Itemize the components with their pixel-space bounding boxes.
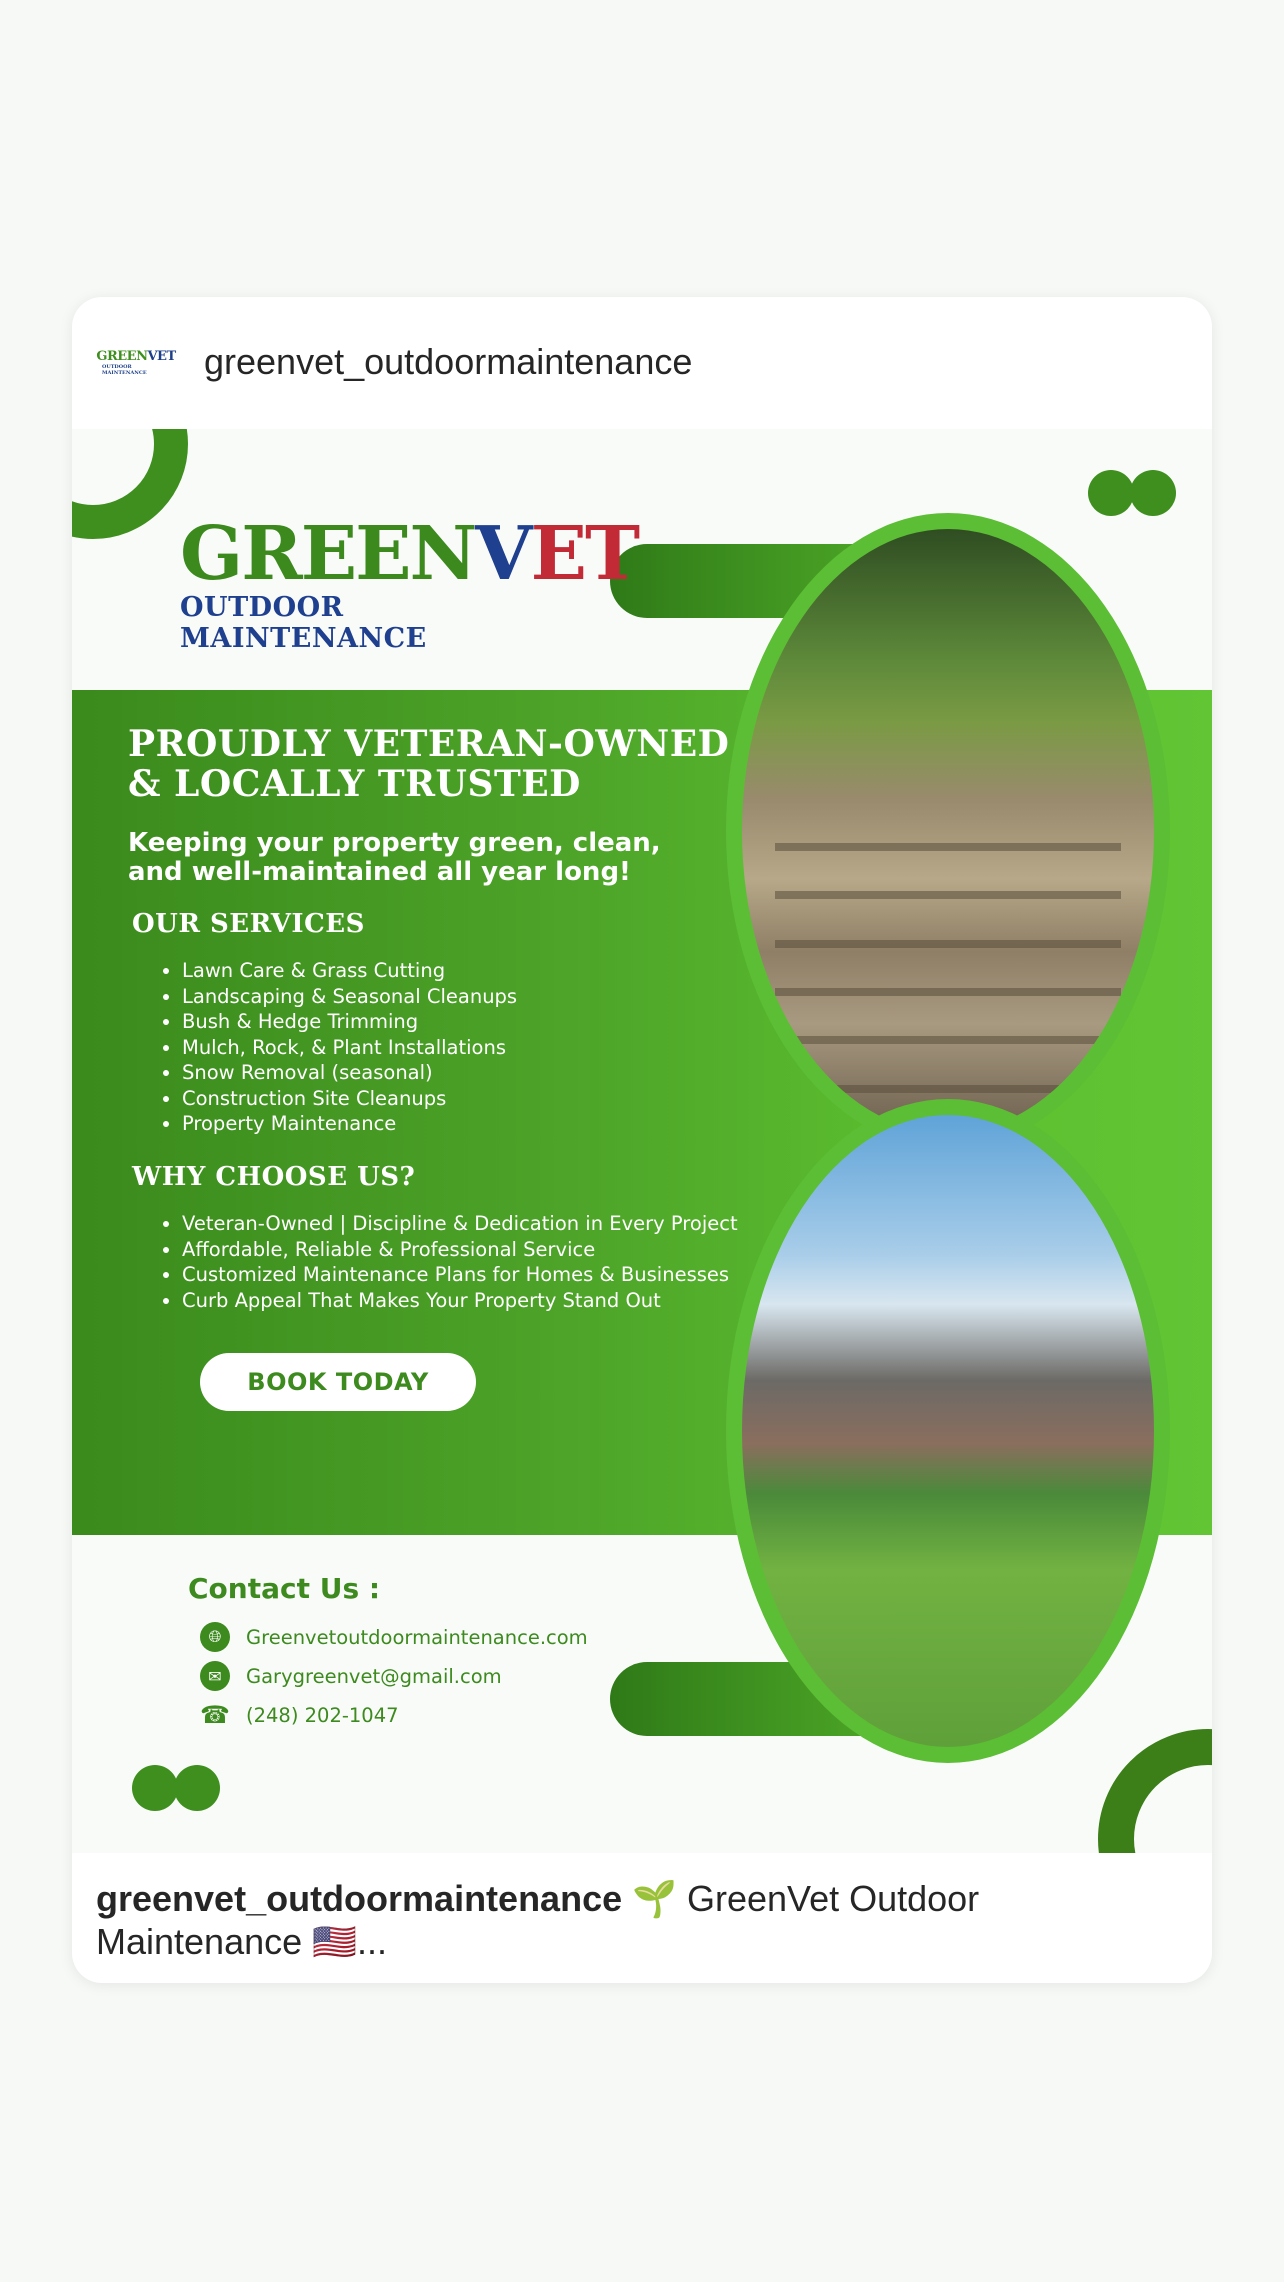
tagline-line-2: and well-maintained all year long!: [128, 857, 631, 887]
list-item: • Construction Site Cleanups: [182, 1086, 517, 1112]
post-card: [72, 297, 1212, 1983]
seedling-icon: 🌱: [632, 1878, 677, 1919]
caption-text-1: GreenVet Outdoor: [686, 1878, 980, 1919]
list-item: • Customized Maintenance Plans for Homes & Businesses: [182, 1262, 738, 1288]
decorative-dot: [132, 1765, 178, 1811]
tagline: [128, 829, 688, 887]
decorative-ring-top-left: [72, 429, 188, 539]
list-item: • Mulch, Rock, & Plant Installations: [182, 1035, 517, 1061]
greenvet-logo: [180, 511, 639, 654]
email-text: Garygreenvet@gmail.com: [246, 1664, 502, 1688]
logo-subtitle: OUTDOOR MAINTENANCE: [180, 592, 427, 654]
list-item: • Affordable, Reliable & Professional Service: [182, 1237, 738, 1263]
decorative-dots-top-right: [1088, 470, 1178, 516]
photo-frame-stairs: [726, 513, 1170, 1149]
avatar-logo-text: GREENVET: [96, 348, 176, 364]
contact-website: [200, 1622, 588, 1652]
list-item: • Bush & Hedge Trimming: [182, 1009, 517, 1035]
stair-step: [775, 1085, 1121, 1093]
us-flag-icon: 🇺🇸: [312, 1921, 357, 1962]
stair-step: [775, 1036, 1121, 1044]
list-item: • Property Maintenance: [182, 1111, 517, 1137]
envelope-icon: ✉: [200, 1661, 230, 1691]
headline: [128, 724, 729, 804]
stair-step: [775, 940, 1121, 948]
caption-username[interactable]: greenvet_outdoormaintenance: [96, 1878, 623, 1919]
post-image[interactable]: [72, 429, 1212, 1853]
stair-step: [775, 843, 1121, 851]
house-lawn-photo: [742, 1115, 1154, 1747]
stair-step: [775, 891, 1121, 899]
contact-email: [200, 1661, 502, 1691]
avatar[interactable]: [96, 343, 176, 381]
list-item: • Landscaping & Seasonal Cleanups: [182, 984, 517, 1010]
logo-wordmark: GREENVET: [180, 511, 639, 597]
avatar-logo-subtext: OUTDOOR MAINTENANCE: [102, 363, 147, 376]
decorative-dot: [1088, 470, 1134, 516]
caption-text-2: Maintenance: [96, 1921, 303, 1962]
telephone-icon: ☎: [200, 1701, 230, 1729]
list-item: • Lawn Care & Grass Cutting: [182, 958, 517, 984]
services-list: [160, 958, 517, 1137]
website-text: Greenvetoutdoormaintenance.com: [246, 1625, 588, 1649]
why-choose-title: WHY CHOOSE US?: [132, 1162, 416, 1192]
services-title: OUR SERVICES: [132, 909, 365, 939]
globe-icon: 🌐︎: [200, 1622, 230, 1652]
post-caption[interactable]: [96, 1877, 1186, 1963]
photo-frame-house: [726, 1099, 1170, 1763]
decorative-dot: [1130, 470, 1176, 516]
headline-line-1: PROUDLY VETERAN-OWNED: [128, 723, 730, 765]
book-today-button[interactable]: BOOK TODAY: [200, 1353, 476, 1411]
stair-step: [775, 988, 1121, 996]
contact-title: Contact Us :: [188, 1572, 381, 1605]
post-header: [72, 297, 1212, 429]
list-item: • Curb Appeal That Makes Your Property Stand Out: [182, 1288, 738, 1314]
post-username[interactable]: greenvet_outdoormaintenance: [204, 341, 693, 382]
decorative-dot: [174, 1765, 220, 1811]
list-item: • Snow Removal (seasonal): [182, 1060, 517, 1086]
list-item: • Veteran-Owned | Discipline & Dedication in Every Project: [182, 1211, 738, 1237]
contact-phone: [200, 1700, 399, 1730]
decorative-dots-bottom-left: [132, 1765, 222, 1811]
stone-stairs-photo: [742, 529, 1154, 1133]
phone-text: (248) 202-1047: [246, 1703, 399, 1727]
decorative-ring-bottom-right: [1098, 1729, 1212, 1853]
headline-line-2: & LOCALLY TRUSTED: [128, 763, 581, 805]
caption-more[interactable]: ...: [356, 1921, 387, 1962]
why-choose-list: [160, 1211, 738, 1313]
tagline-line-1: Keeping your property green, clean,: [128, 828, 661, 858]
